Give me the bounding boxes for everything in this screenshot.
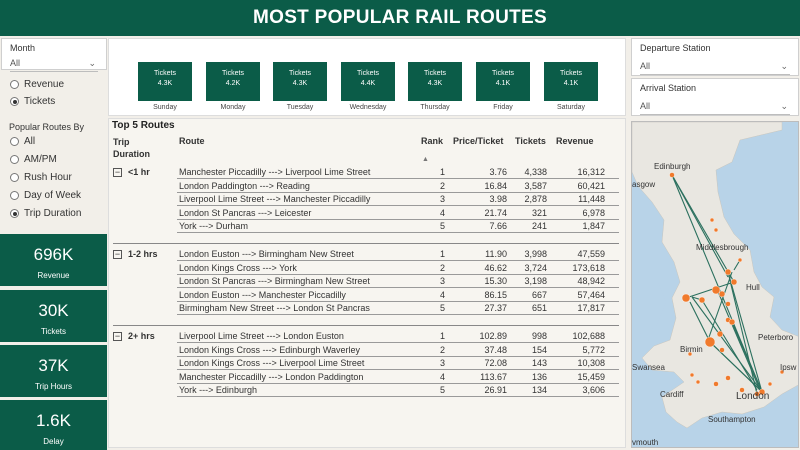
- rank-cell: 4: [439, 207, 445, 218]
- station-marker[interactable]: [731, 279, 737, 285]
- chevron-down-icon[interactable]: ⌄: [780, 61, 788, 71]
- revenue-cell: 173,618: [572, 262, 605, 273]
- map-label: Middlesbrough: [696, 243, 749, 252]
- day-card[interactable]: Tickets 4.3K: [273, 62, 327, 101]
- price-cell: 26.91: [484, 385, 507, 395]
- group-label: <1 hr: [128, 167, 150, 177]
- map-label: Ipsw: [780, 363, 797, 372]
- route-cell: London Euston ---> Manchester Piccadilly: [179, 289, 346, 300]
- radio-revenue[interactable]: [10, 79, 64, 90]
- revenue-cell: 48,942: [577, 276, 605, 286]
- route-cell: Manchester Piccadilly ---> Liverpool Lime Street: [179, 167, 371, 177]
- header-price[interactable]: Price/Ticket: [453, 136, 504, 146]
- map-label: Cardiff: [660, 390, 684, 399]
- tickets-cell: 2,878: [524, 194, 547, 204]
- table-row[interactable]: [177, 301, 619, 302]
- rank-cell: 5: [439, 385, 445, 395]
- table-row[interactable]: [177, 192, 619, 193]
- table-row[interactable]: [177, 287, 619, 288]
- tickets-cell: 134: [531, 385, 547, 395]
- arrival-value: All: [640, 101, 651, 111]
- collapse-icon[interactable]: −: [114, 248, 121, 259]
- revenue-cell: 1,847: [582, 221, 605, 231]
- radio-label: AM/PM: [24, 154, 57, 165]
- map-label: Peterboro: [758, 333, 794, 342]
- sort-ascending-icon[interactable]: ▲: [422, 156, 429, 163]
- revenue-cell: 17,817: [577, 303, 605, 313]
- collapse-icon[interactable]: −: [114, 330, 121, 341]
- day-card[interactable]: Tickets 4.3K: [408, 62, 462, 101]
- station-marker[interactable]: [726, 302, 731, 307]
- map-label: asgow: [632, 180, 656, 189]
- revenue-cell: 5,772: [582, 344, 605, 355]
- radio-label: All: [24, 136, 36, 147]
- price-cell: 15.30: [484, 276, 507, 286]
- tickets-by-day-panel: [108, 38, 626, 116]
- rank-cell: 2: [439, 180, 445, 191]
- radio-rush-hour[interactable]: [10, 172, 72, 183]
- tickets-cell: 3,198: [524, 276, 547, 286]
- rank-cell: 3: [439, 194, 445, 204]
- route-cell: London St Pancras ---> Birmingham New Street: [179, 276, 370, 286]
- route-cell: Birmingham New Street ---> London St Pancras: [179, 303, 370, 313]
- rank-cell: 5: [439, 303, 445, 313]
- collapse-icon[interactable]: −: [114, 166, 121, 177]
- route-map[interactable]: [631, 121, 799, 448]
- station-marker[interactable]: [710, 218, 714, 222]
- day-label: Monday: [220, 104, 246, 111]
- popular-by-title: Popular Routes By: [9, 122, 85, 132]
- kpi-value: 30K: [38, 301, 69, 320]
- kpi-label: Trip Hours: [34, 382, 73, 391]
- table-row[interactable]: [177, 314, 619, 315]
- revenue-cell: 16,312: [577, 167, 605, 177]
- map-label: Hull: [746, 283, 760, 292]
- station-marker[interactable]: [768, 382, 772, 386]
- route-cell: London Kings Cross ---> York: [179, 262, 297, 273]
- radio-label: Tickets: [24, 96, 56, 107]
- station-marker[interactable]: [712, 286, 720, 294]
- kpi-delay: [0, 400, 107, 450]
- sea-inlet: [632, 272, 666, 337]
- route-cell: London Kings Cross ---> Edinburgh Waverley: [179, 344, 361, 355]
- kpi-tickets: [0, 290, 107, 342]
- filters-panel: [0, 70, 108, 230]
- revenue-cell: 57,464: [577, 289, 605, 300]
- rank-cell: 1: [439, 167, 445, 177]
- price-cell: 21.74: [484, 207, 507, 218]
- table-row[interactable]: [177, 205, 619, 206]
- departure-label: Departure Station: [640, 43, 711, 53]
- radio-tickets[interactable]: [10, 96, 55, 107]
- table-row[interactable]: [177, 369, 619, 370]
- kpi-label: Revenue: [37, 271, 70, 280]
- kpi-label: Tickets: [40, 327, 67, 336]
- tickets-cell: 154: [531, 344, 547, 355]
- tickets-cell: 143: [531, 358, 547, 368]
- kpi-value: 696K: [33, 245, 74, 264]
- table-row[interactable]: [177, 260, 619, 261]
- revenue-cell: 3,606: [582, 385, 605, 395]
- day-label: Wednesday: [349, 104, 387, 111]
- arrival-label: Arrival Station: [640, 83, 697, 93]
- header-revenue[interactable]: Revenue: [556, 136, 594, 146]
- rank-cell: 4: [439, 289, 445, 300]
- station-marker[interactable]: [682, 294, 690, 302]
- radio-ampm[interactable]: [10, 154, 57, 165]
- group-divider: [113, 243, 619, 244]
- route-cell: London Kings Cross ---> Liverpool Lime Street: [179, 358, 365, 368]
- price-cell: 72.08: [484, 358, 507, 368]
- station-marker[interactable]: [696, 380, 700, 384]
- route-cell: Liverpool Lime Street ---> London Euston: [179, 331, 344, 341]
- kpi-trip-hours: [0, 345, 107, 397]
- rank-cell: 3: [439, 276, 445, 286]
- radio-selected-icon[interactable]: [10, 97, 19, 106]
- revenue-cell: 60,421: [577, 180, 605, 191]
- table-row[interactable]: [177, 274, 619, 275]
- day-card[interactable]: Tickets 4.1K: [544, 62, 598, 101]
- radio-icon[interactable]: [10, 191, 19, 200]
- kpi-value: 37K: [38, 356, 69, 375]
- day-label: Saturday: [556, 104, 586, 111]
- radio-label: Revenue: [24, 79, 65, 90]
- table-row[interactable]: [177, 383, 619, 384]
- rank-cell: 1: [439, 249, 445, 259]
- day-card[interactable]: Tickets 4.4K: [341, 62, 395, 101]
- route-cell: Manchester Piccadilly ---> London Paddington: [179, 371, 364, 382]
- day-label: Sunday: [153, 104, 177, 111]
- station-marker[interactable]: [729, 319, 735, 325]
- station-marker[interactable]: [738, 258, 742, 262]
- table-row[interactable]: [177, 219, 619, 220]
- map-label: Swansea: [632, 363, 665, 372]
- dashboard-header: [0, 0, 800, 36]
- revenue-cell: 11,448: [578, 194, 605, 204]
- route-cell: London Euston ---> Birmingham New Street: [179, 249, 354, 259]
- rank-cell: 2: [439, 262, 445, 273]
- radio-label: Day of Week: [24, 190, 82, 201]
- station-marker[interactable]: [717, 331, 723, 337]
- price-cell: 27.37: [484, 303, 507, 313]
- departure-value: All: [640, 61, 651, 71]
- rank-cell: 1: [439, 331, 445, 341]
- rank-cell: 5: [439, 221, 445, 231]
- table-row[interactable]: [177, 356, 619, 357]
- route-cell: York ---> Edinburgh: [179, 385, 257, 395]
- route-cell: Liverpool Lime Street ---> Manchester Piccadilly: [179, 194, 371, 204]
- month-label: Month: [10, 43, 36, 53]
- chevron-down-icon[interactable]: ⌄: [88, 58, 96, 68]
- rank-cell: 2: [439, 344, 445, 355]
- departure-slicer[interactable]: [631, 38, 799, 76]
- revenue-cell: 10,308: [577, 358, 605, 368]
- radio-trip-duration[interactable]: [10, 208, 81, 219]
- price-cell: 7.66: [489, 221, 507, 231]
- group-header[interactable]: [113, 249, 158, 259]
- radio-icon[interactable]: [10, 80, 19, 89]
- kpi-revenue: [0, 234, 107, 286]
- tickets-cell: 3,587: [524, 180, 547, 191]
- radio-all[interactable]: [10, 136, 35, 147]
- radio-label: Trip Duration: [24, 208, 82, 219]
- station-marker[interactable]: [719, 291, 725, 297]
- tickets-cell: 3,998: [524, 249, 547, 259]
- tickets-cell: 651: [531, 303, 547, 313]
- group-label: 2+ hrs: [128, 331, 155, 341]
- radio-selected-icon[interactable]: [10, 209, 19, 218]
- day-card[interactable]: Tickets 4.2K: [206, 62, 260, 101]
- revenue-cell: 102,688: [572, 331, 605, 341]
- rank-cell: 4: [439, 371, 445, 382]
- price-cell: 3.76: [489, 167, 507, 177]
- tickets-cell: 3,724: [524, 262, 547, 273]
- station-marker[interactable]: [725, 269, 731, 275]
- kpi-value: 1.6K: [36, 411, 71, 430]
- radio-icon[interactable]: [10, 155, 19, 164]
- day-card[interactable]: Tickets 4.3K: [138, 62, 192, 101]
- price-cell: 16.84: [484, 180, 507, 191]
- day-label: Friday: [493, 104, 513, 111]
- arrival-dropdown[interactable]: [640, 101, 790, 115]
- month-slicer[interactable]: [1, 38, 107, 70]
- station-marker[interactable]: [714, 228, 718, 232]
- tickets-cell: 667: [531, 289, 547, 300]
- price-cell: 86.15: [484, 289, 507, 300]
- price-cell: 102.89: [479, 331, 507, 341]
- price-cell: 113.67: [480, 371, 507, 382]
- station-marker[interactable]: [670, 173, 675, 178]
- header-rank[interactable]: Rank: [421, 136, 444, 146]
- table-row[interactable]: [177, 178, 619, 179]
- day-label: Thursday: [420, 104, 450, 111]
- tickets-cell: 4,338: [524, 167, 547, 177]
- month-value: All: [10, 58, 21, 68]
- group-header[interactable]: [113, 331, 155, 341]
- station-marker[interactable]: [699, 297, 705, 303]
- uk-map-svg: [632, 122, 799, 448]
- radio-icon[interactable]: [10, 137, 19, 146]
- arrival-slicer[interactable]: [631, 78, 799, 116]
- map-label: London: [736, 391, 770, 402]
- radio-label: Rush Hour: [24, 172, 72, 183]
- rank-cell: 3: [439, 358, 445, 368]
- tickets-cell: 998: [531, 331, 547, 341]
- tickets-cell: 321: [531, 207, 547, 218]
- revenue-cell: 15,459: [577, 371, 605, 382]
- kpi-label: Delay: [43, 437, 64, 446]
- price-cell: 11.90: [485, 249, 507, 259]
- table-row[interactable]: [177, 396, 619, 397]
- group-label: 1-2 hrs: [128, 249, 158, 259]
- station-marker[interactable]: [690, 373, 694, 377]
- price-cell: 46.62: [484, 262, 507, 273]
- header-trip-duration[interactable]: Trip Duration: [113, 137, 150, 159]
- tickets-cell: 241: [531, 221, 547, 231]
- top-routes-table: [108, 118, 626, 448]
- map-label: Birmin: [680, 345, 703, 354]
- table-row[interactable]: [177, 342, 619, 343]
- revenue-cell: 6,978: [582, 207, 605, 218]
- station-marker[interactable]: [714, 382, 719, 387]
- route-cell: York ---> Durham: [179, 221, 248, 231]
- table-row[interactable]: [177, 232, 619, 233]
- price-cell: 3.98: [489, 194, 507, 204]
- chevron-down-icon[interactable]: ⌄: [780, 101, 788, 111]
- map-label: Southampton: [708, 415, 756, 424]
- radio-icon[interactable]: [10, 173, 19, 182]
- page-title: MOST POPULAR RAIL ROUTES: [253, 7, 547, 28]
- map-label: Edinburgh: [654, 162, 691, 171]
- departure-dropdown[interactable]: [640, 61, 790, 75]
- day-card[interactable]: Tickets 4.1K: [476, 62, 530, 101]
- price-cell: 37.48: [484, 344, 507, 355]
- map-label: vmouth: [632, 438, 659, 447]
- revenue-cell: 47,559: [577, 249, 605, 259]
- group-header[interactable]: [113, 167, 150, 177]
- group-divider: [113, 325, 619, 326]
- station-marker[interactable]: [705, 337, 715, 347]
- station-marker[interactable]: [720, 348, 725, 353]
- route-cell: London Paddington ---> Reading: [179, 180, 310, 191]
- radio-day-of-week[interactable]: [10, 190, 81, 201]
- station-marker[interactable]: [726, 376, 731, 381]
- tickets-cell: 136: [531, 371, 547, 382]
- day-label: Tuesday: [286, 104, 314, 111]
- header-route[interactable]: Route: [179, 136, 205, 146]
- route-cell: London St Pancras ---> Leicester: [179, 207, 312, 218]
- header-tickets[interactable]: Tickets: [515, 136, 546, 146]
- table-title: Top 5 Routes: [112, 120, 175, 131]
